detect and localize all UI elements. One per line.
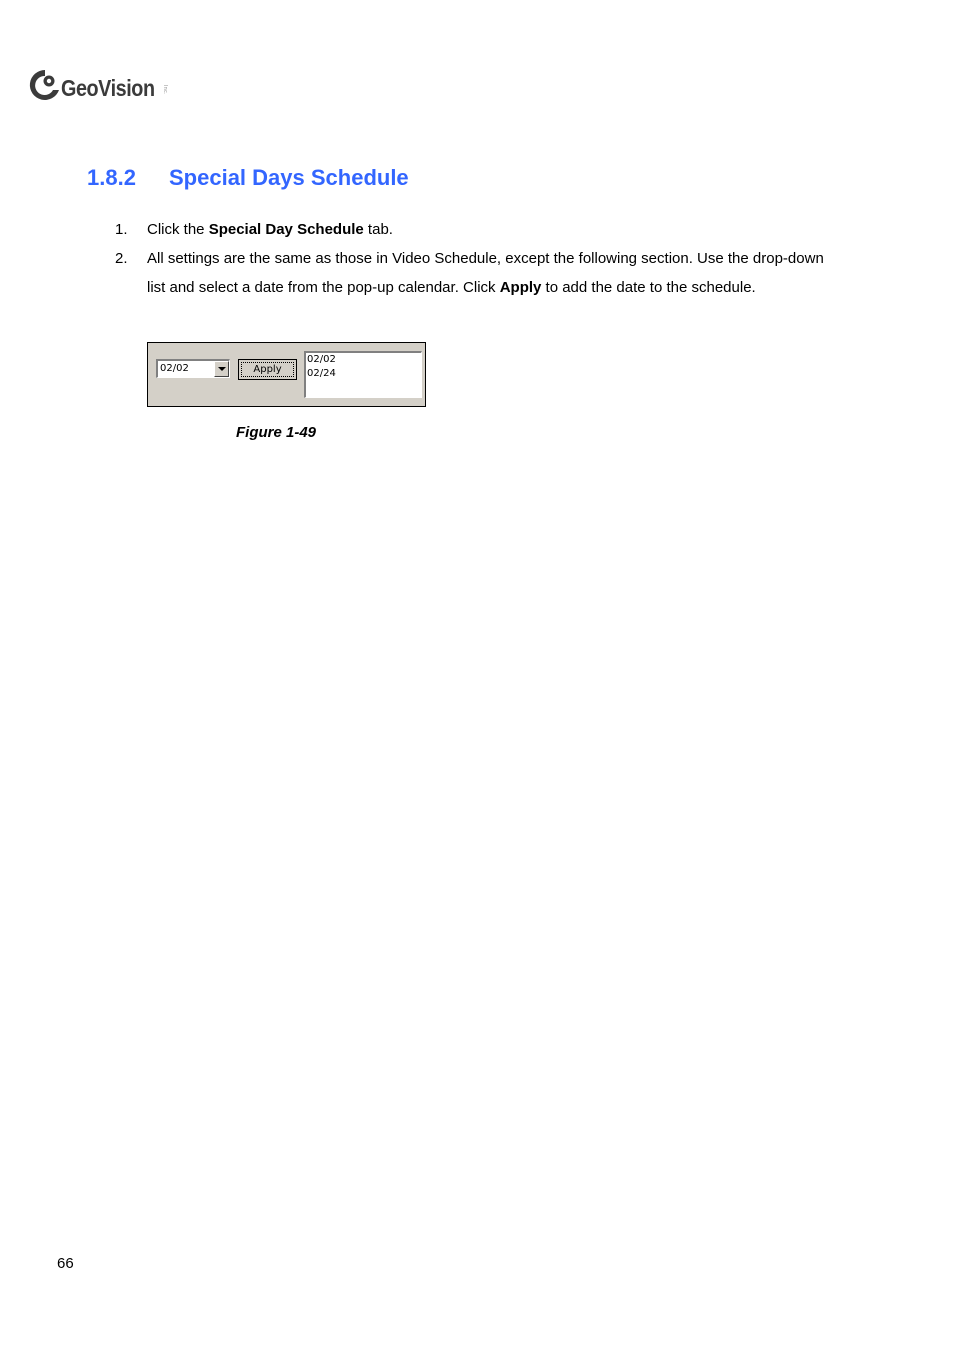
step-2 (115, 244, 835, 302)
date-dropdown[interactable] (156, 359, 230, 378)
step-number: 2. (115, 250, 128, 267)
list-item[interactable]: 02/02 (307, 354, 336, 365)
step-bold-term: Special Day Schedule (208, 221, 364, 238)
step-text-part: to add the date to the schedule. (541, 279, 756, 296)
step-1 (115, 215, 835, 244)
page-number: 66 (57, 1255, 74, 1272)
step-text (147, 244, 835, 302)
geovision-logo (28, 68, 173, 106)
logo-suffix: Inc. (162, 85, 168, 96)
special-day-panel (147, 342, 426, 407)
step-text (147, 215, 835, 244)
apply-button[interactable] (238, 359, 297, 380)
instruction-steps (115, 215, 835, 302)
apply-button-label: Apply (241, 362, 294, 377)
step-text-part: All settings are the same as those in Video Schedule, except the following section. Use the drop-down list and select a date from the pop-up calendar. Click (147, 250, 824, 296)
list-item[interactable]: 02/24 (307, 368, 336, 379)
figure-caption: Figure 1-49 (236, 424, 317, 441)
section-title: Special Days Schedule (169, 165, 409, 190)
date-dropdown-value: 02/02 (160, 363, 189, 374)
step-bold-term: Apply (499, 279, 542, 296)
section-heading (87, 165, 409, 191)
step-text-part: tab. (363, 221, 393, 238)
geovision-eye-logo-icon (28, 68, 62, 104)
step-number: 1. (115, 221, 128, 238)
special-dates-list[interactable] (304, 351, 422, 398)
dropdown-arrow-icon[interactable] (214, 361, 229, 377)
logo-wordmark: GeoVision (61, 75, 155, 101)
step-text-part: Click the (147, 221, 209, 238)
section-number: 1.8.2 (87, 165, 136, 190)
